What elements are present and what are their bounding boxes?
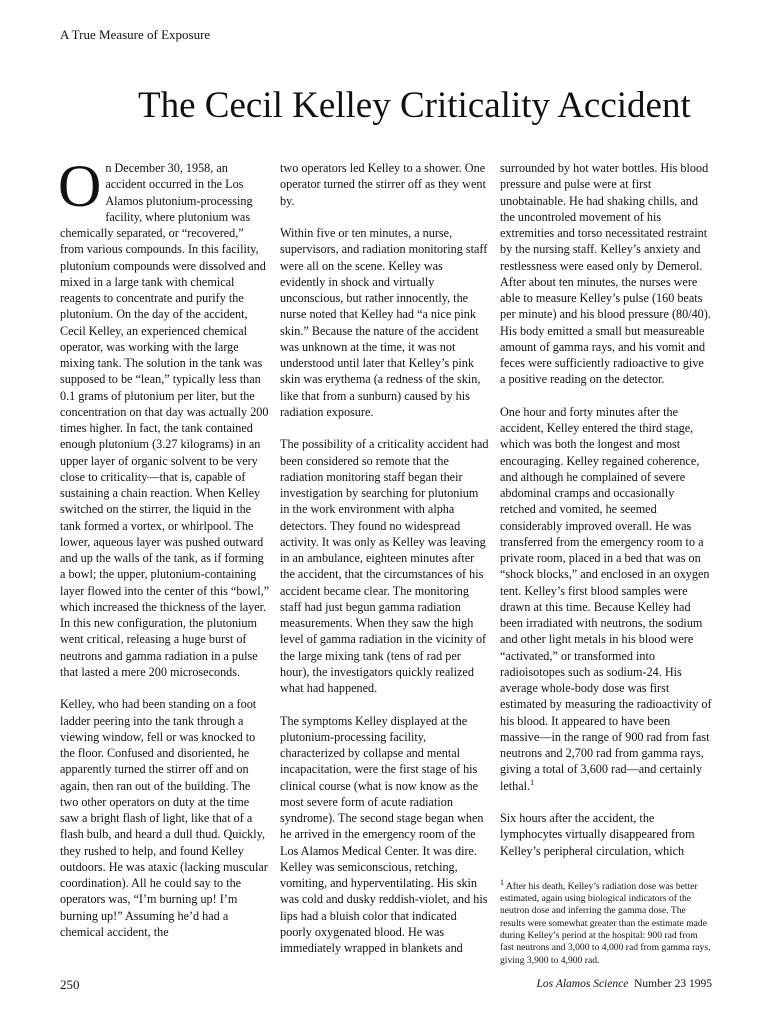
journal-footer bbox=[537, 978, 712, 990]
paragraph: The possibility of a criticality accident had been considered so remote that the radiation monitoring staff began their investigation by searching for plutonium in the work environment with alpha detectors. They found no widespread activity. It was only as Kelley was leaving in an ambulance, eighteen minutes after the accident, that the circumstances of his accident became clear. The monitoring staff had just begun gamma radiation measurements. When they saw the high level of gamma radiation in the vicinity of the large mixing tank (tens of rad per hour), the investigators quickly realized what had happened. bbox=[280, 437, 489, 695]
column-2 bbox=[280, 160, 490, 973]
column-3 bbox=[500, 160, 712, 967]
paragraph: surrounded by hot water bottles. His blood pressure and pulse were at first unobtainable. He had shaking chills, and the uncontroled movement of his extremities and torso necessitated restraint by the nursing staff. Kelley’s anxiety and restlessness were eased only by Demerol. After about ten minutes, the nurses were able to measure Kelley’s pulse (160 beats per minute) and his blood pressure (80/40). His body emitted a small but measureable amount of gamma rays, and his vomit and feces were sufficiently radioactive to give a positive reading on the detector. bbox=[500, 161, 711, 387]
journal-issue: Number 23 1995 bbox=[634, 978, 712, 990]
paragraph: Kelley, who had been standing on a foot ladder peering into the tank through a viewing window, fell or was knocked to the floor. Confused and disoriented, he apparently turned the stirrer off and on again, then ran out of the building. The two other operators on duty at the time saw a bright flash of light, like that of a flash bulb, and heard a dull thud. Quickly, they rushed to help, and found Kelley outdoors. He was ataxic (lacking muscular coordination). All he could say to the operators was, “I’m burning up! I’m burning up!” Assuming he’d had a chemical accident, the bbox=[60, 697, 268, 939]
paragraph bbox=[500, 404, 712, 794]
column-1 bbox=[58, 153, 270, 956]
footnote-reference[interactable]: 1 bbox=[530, 777, 535, 787]
footnote-marker: 1 bbox=[500, 877, 504, 887]
drop-cap: O bbox=[58, 153, 102, 219]
journal-name: Los Alamos Science bbox=[536, 978, 629, 990]
paragraph: The symptoms Kelley displayed at the plutonium-processing facility, characterized by collapse and mental incapacitation, were the first stage of his clinical course (what is now know as the most severe form of acute radiation syndrome). The second stage began when he arrived in the emergency room of the Los Alamos Medical Center. It was dire. Kelley was semiconscious, retching, vomiting, and hyperventilating. His skin was cold and dusky reddish-violet, and his lips had a bluish color that indicated poorly oxygenated blood. He was immediately wrapped in blankets and bbox=[280, 713, 488, 955]
running-head: A True Measure of Exposure bbox=[60, 27, 211, 42]
paragraph: Six hours after the accident, the lymphocytes virtually disappeared from Kelley’s peripheral circulation, which bbox=[500, 811, 695, 858]
article-title: The Cecil Kelley Criticality Accident bbox=[138, 85, 691, 126]
footnote-text: After his death, Kelley’s radiation dose was better estimated, again using biological indicators of the neutron dose and inferring the gamma dose. The results were somewhat greater than the estimate made during Kelley’s period at the hospital: 900 rad from fast neutrons and 3,000 to 4,000 rad from gamma rays, giving 3,900 to 4,900 rad. bbox=[500, 880, 711, 966]
paragraph-text: n December 30, 1958, an accident occurred in the Los Alamos plutonium-processing facility, where plutonium was chemically separated, or “recovered,” from various compounds. In this facility, plutonium compounds were dissolved and mixed in a large tank with chemical reagents to concentrate and purify the plutonium. On the day of the accident, Cecil Kelley, an experienced chemical operator, was working with the large mixing tank. The solution in the tank was supposed to be “lean,” typically less than 0.1 grams of plutonium per liter, but the concentration on that day was actually 200 times higher. In fact, the tank contained enough plutonium (3.27 kilograms) in an upper layer of organic solvent to be very close to criticality—that is, capable of sustaining a chain reaction. When Kelley switched on the stirrer, the liquid in the tank formed a vortex, or whirlpool. The lower, aqueous layer was pushed outward and up the walls of the tank, as if forming a bowl; the upper, plutonium-containing layer flowed into the center of this “bowl,” which increased the thickness of the layer. In this new configuration, the plutonium went critical, releasing a huge burst of neutrons and gamma radiation in a pulse that lasted a mere 200 microseconds. bbox=[60, 161, 270, 679]
paragraph bbox=[58, 153, 270, 680]
paragraph: two operators led Kelley to a shower. One operator turned the stirrer off as they went by. bbox=[280, 161, 486, 208]
page-number: 250 bbox=[60, 977, 80, 992]
footnote bbox=[500, 877, 712, 967]
paragraph: Within five or ten minutes, a nurse, supervisors, and radiation monitoring staff were all on the scene. Kelley was evidently in shock and virtually unconscious, but rather innocently, the nurse noted that Kelley had “a nice pink skin.” Because the nature of the accident was unknown at the time, it was not understood until later that Kelley’s pink skin was erythema (a redness of the skin, like that from a sunburn) caused by his radiation exposure. bbox=[280, 226, 488, 419]
paragraph-text: One hour and forty minutes after the accident, Kelley entered the third stage, which was both the longest and most encouraging. Kelley regained coherence, and although he complained of severe abdominal cramps and occasionally retched and vomited, he seemed considerably improved overall. He was transferred from the emergency room to a private room, placed in a bed that was on “shock blocks,” and enclosed in an oxygen tent. Kelley’s first blood samples were drawn at this time. Because Kelley had been irradiated with neutrons, the sodium and other light metals in his blood were “activated,” or transformed into radioisotopes such as sodium-24. His average whole-body dose was first estimated by measuring the radioactivity of his blood. It appeared to have been massive—in the range of 900 rad from fast neutrons and 2,700 rad from gamma rays, giving a total of 3,600 rad—and certainly lethal. bbox=[500, 404, 712, 793]
